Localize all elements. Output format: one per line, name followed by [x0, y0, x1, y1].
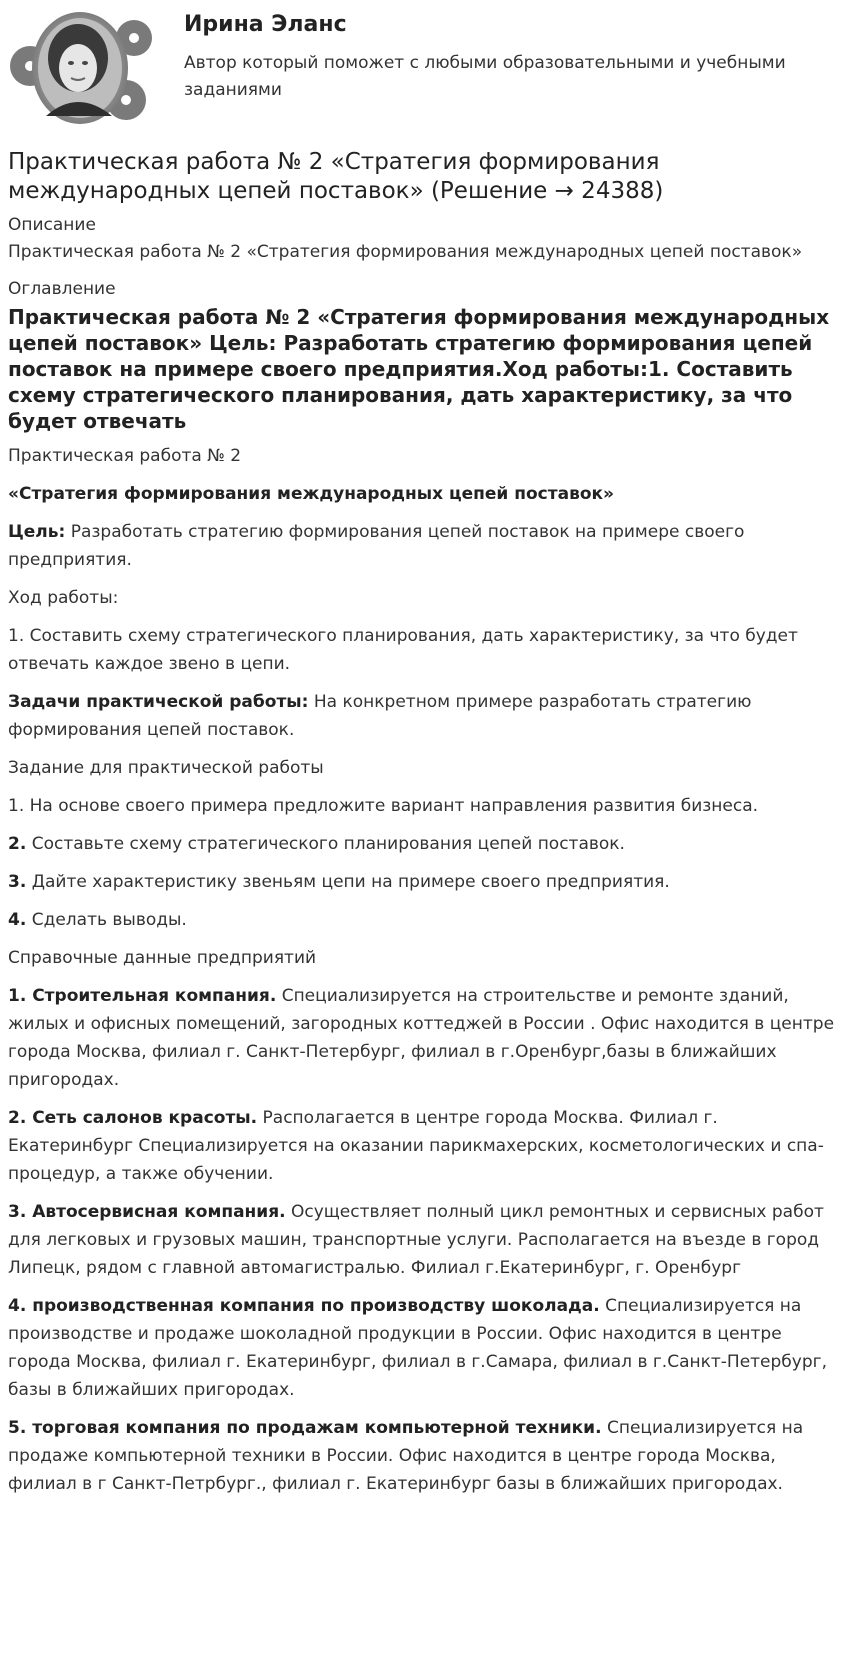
- author-description: Автор который поможет с любыми образовательными и учебными заданиями: [184, 53, 786, 100]
- body-paragraph: [8, 480, 838, 508]
- toc-text: Практическая работа № 2 «Стратегия формирования международных цепей поставок» Цель: Разработать стратегию формирования цепей поставок на примере своего предприятия.Ход работы:1. Составить схему стратегического планирования, дать характеристику, за что будет отвечать: [8, 305, 830, 433]
- description-label: Описание: [8, 215, 96, 235]
- paragraph-text: Осуществляет полный цикл ремонтных и сервисных работ для легковых и грузовых машин, транспортные услуги. Располагается на въезде в город Липецк, рядом с главной автомагистралью. Филиал г.Екатеринбург, г. Оренбург: [8, 1202, 824, 1278]
- body-paragraph: [8, 1104, 838, 1188]
- paragraph-text: Справочные данные предприятий: [8, 948, 317, 968]
- body-paragraph: [8, 1414, 838, 1498]
- paragraph-bold: Задачи практической работы:: [8, 692, 309, 712]
- paragraph-bold: 2. Сеть салонов красоты.: [8, 1108, 258, 1128]
- paragraph-bold: 4. производственная компания по производству шоколада.: [8, 1296, 600, 1316]
- body-paragraph: [8, 792, 838, 820]
- paragraph-text: 1. Составить схему стратегического планирования, дать характеристику, за что будет отвечать каждое звено в цепи.: [8, 626, 798, 674]
- paragraph-bold: 2.: [8, 834, 27, 854]
- paragraph-text: Разработать стратегию формирования цепей поставок на примере своего предприятия.: [8, 522, 745, 570]
- body-paragraph: [8, 1198, 838, 1282]
- paragraph-text: Сделать выводы.: [26, 910, 187, 930]
- paragraph-bold: 3. Автосервисная компания.: [8, 1202, 286, 1222]
- body-paragraph: [8, 688, 838, 744]
- body-paragraph: [8, 982, 838, 1094]
- paragraph-text: Практическая работа № 2: [8, 446, 242, 466]
- paragraph-bold: 3.: [8, 872, 27, 892]
- paragraph-text: Задание для практической работы: [8, 758, 324, 778]
- paragraph-bold: Цель:: [8, 522, 66, 542]
- paragraph-text: Специализируется на продаже компьютерной техники в России. Офис находится в центре города Москва, филиал в г Санкт-Петрбург., филиал г. Екатеринбург базы в ближайших пригородах.: [8, 1418, 804, 1494]
- body-paragraph: [8, 830, 838, 858]
- toc-label: Оглавление: [8, 279, 116, 299]
- paragraph-bold: 5. торговая компания по продажам компьютерной техники.: [8, 1418, 602, 1438]
- paragraph-text: На конкретном примере разработать стратегию формирования цепей поставок.: [8, 692, 752, 740]
- body-paragraph: [8, 442, 838, 470]
- document-title: Практическая работа № 2 «Стратегия формирования международных цепей поставок» (Решение → 24388): [8, 149, 664, 204]
- author-header: [0, 0, 847, 140]
- paragraph-bold: «Стратегия формирования международных цепей поставок»: [8, 484, 615, 504]
- body-paragraph: [8, 518, 838, 574]
- paragraph-bold: 1. Строительная компания.: [8, 986, 277, 1006]
- description-text: Практическая работа № 2 «Стратегия формирования международных цепей поставок»: [8, 242, 803, 262]
- paragraph-bold: 4.: [8, 910, 27, 930]
- paragraph-text: 1. На основе своего примера предложите вариант направления развития бизнеса.: [8, 796, 759, 816]
- body-paragraph: [8, 944, 838, 972]
- paragraph-text: Составьте схему стратегического планирования цепей поставок.: [26, 834, 625, 854]
- body-paragraph: [8, 584, 838, 612]
- paragraph-text: Располагается в центре города Москва. Филиал г. Екатеринбург Специализируется на оказании парикмахерских, косметологических и спа-процедур, а также обучении.: [8, 1108, 824, 1184]
- body-paragraph: [8, 754, 838, 782]
- paragraph-text: Специализируется на производстве и продаже шоколадной продукции в России. Офис находится в центре города Москва, филиал г. Екатеринбург, филиал в г.Самара, филиал в г.Санкт-Петербург, базы в ближайших пригородах.: [8, 1296, 827, 1400]
- body-paragraph: [8, 906, 838, 934]
- author-avatar[interactable]: [8, 8, 154, 126]
- body-paragraph: [8, 622, 838, 678]
- paragraph-text: Ход работы:: [8, 588, 119, 608]
- document-body: [8, 442, 838, 1498]
- author-name[interactable]: Ирина Эланс: [184, 12, 347, 37]
- paragraph-text: Дайте характеристику звеньям цепи на примере своего предприятия.: [26, 872, 670, 892]
- document-content: [8, 148, 838, 1508]
- body-paragraph: [8, 868, 838, 896]
- paragraph-text: Специализируется на строительстве и ремонте зданий, жилых и офисных помещений, загородных коттеджей в России . Офис находится в центре города Москва, филиал г. Санкт-Петербург, филиал в г.Оренбург,базы в ближайших пригородах.: [8, 986, 835, 1090]
- body-paragraph: [8, 1292, 838, 1404]
